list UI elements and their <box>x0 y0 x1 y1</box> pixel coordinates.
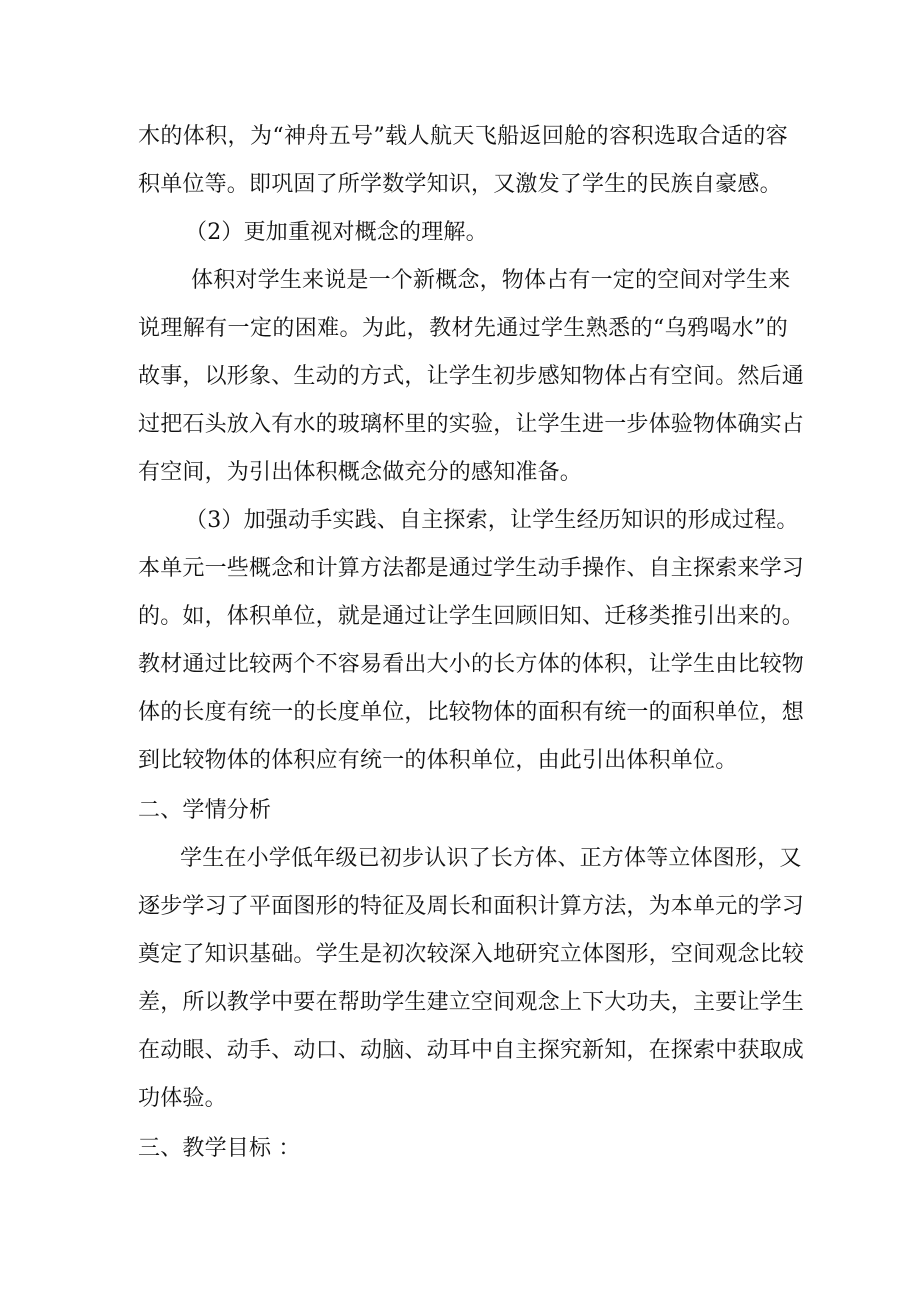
text-line-19: 差，所以教学中要在帮助学生建立空间观念上下大功夫，主要让学生 <box>138 990 805 1015</box>
text-line-1: 木的体积，为“神舟五号”载人航天飞船返回舱的容积选取合适的容 <box>138 124 788 149</box>
section-heading-3: 三、教学目标 ： <box>138 1136 301 1161</box>
subheading-2: （2）更加重视对概念的理解。 <box>185 220 488 245</box>
subheading-3: （3）加强动手实践、自主探索，让学生经历知识的形成过程。 <box>185 508 799 533</box>
text-line-7: 过把石头放入有水的玻璃杯里的实验，让学生进一步体验物体确实占 <box>138 412 805 437</box>
text-line-13: 体的长度有统一的长度单位，比较物体的面积有统一的面积单位，想 <box>138 700 805 725</box>
text-line-4: 体积对学生来说是一个新概念，物体占有一定的空间对学生来 <box>191 268 791 293</box>
text-line-10: 本单元一些概念和计算方法都是通过学生动手操作、自主探索来学习 <box>138 556 805 581</box>
text-line-5: 说理解有一定的困难。为此，教材先通过学生熟悉的“乌鸦喝水”的 <box>138 316 788 341</box>
text-line-16: 学生在小学低年级已初步认识了长方体、正方体等立体图形，又 <box>180 846 802 871</box>
text-line-8: 有空间，为引出体积概念做充分的感知准备。 <box>138 460 583 485</box>
section-heading-2: 二、学情分析 <box>138 798 272 823</box>
text-line-6: 故事，以形象、生动的方式，让学生初步感知物体占有空间。然后通 <box>138 364 805 389</box>
text-line-20: 在动眼、动手、动口、动脑、动耳中自主探究新知，在探索中获取成 <box>138 1038 805 1063</box>
text-line-17: 逐步学习了平面图形的特征及周长和面积计算方法，为本单元的学习 <box>138 894 805 919</box>
text-line-12: 教材通过比较两个不容易看出大小的长方体的体积，让学生由比较物 <box>138 652 805 677</box>
text-line-21: 功体验。 <box>138 1086 227 1111</box>
text-line-11: 的。如，体积单位，就是通过让学生回顾旧知、迁移类推引出来的。 <box>138 604 805 629</box>
text-line-18: 奠定了知识基础。学生是初次较深入地研究立体图形，空间观念比较 <box>138 942 805 967</box>
text-line-14: 到比较物体的体积应有统一的体积单位，由此引出体积单位。 <box>138 748 738 773</box>
text-line-2: 积单位等。即巩固了所学数学知识，又激发了学生的民族自豪感。 <box>138 172 782 197</box>
